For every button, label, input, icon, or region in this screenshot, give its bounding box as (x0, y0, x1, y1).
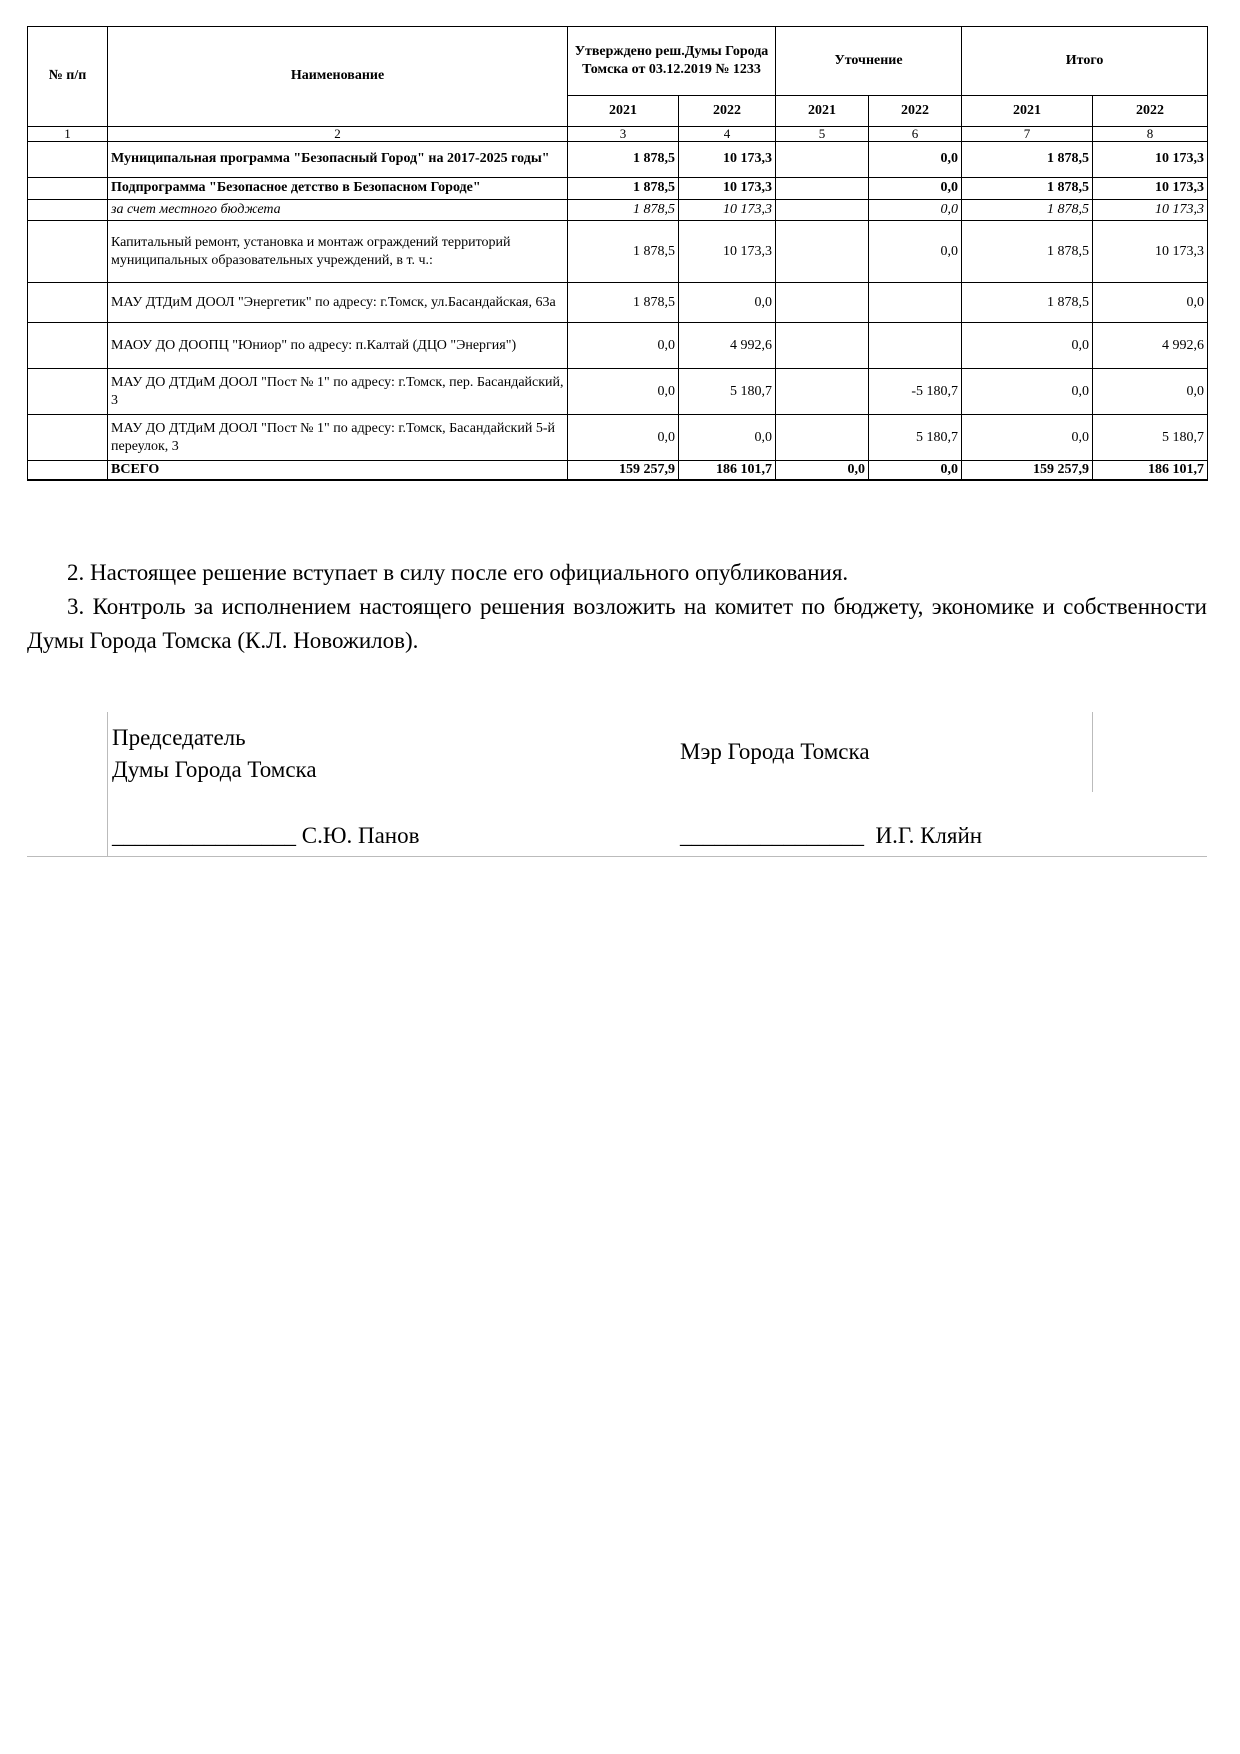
row-name-cell: МАОУ ДО ДООПЦ "Юниор" по адресу: п.Калтай (ДЦО "Энергия") (108, 323, 568, 369)
paragraph-3: 3. Контроль за исполнением настоящего решения возложить на комитет по бюджету, экономике и собственности Думы Города Томска (К.Л. Новожилов). (27, 594, 1207, 653)
row-name-cell: Подпрограмма "Безопасное детство в Безопасном Городе" (108, 178, 568, 200)
value-cell: 0,0 (869, 142, 962, 178)
value-cell: 0,0 (1093, 369, 1208, 415)
value-cell: 4 992,6 (679, 323, 776, 369)
table-row (28, 369, 1208, 415)
table-body (28, 142, 1208, 481)
mayor-signature-line: ________________ И.Г. Кляйн (680, 823, 983, 848)
budget-table (27, 26, 1208, 481)
value-cell: 5 180,7 (1093, 415, 1208, 461)
value-cell: 4 992,6 (1093, 323, 1208, 369)
value-cell: 1 878,5 (568, 221, 679, 283)
value-cell: 10 173,3 (679, 142, 776, 178)
value-cell (776, 142, 869, 178)
value-cell: 10 173,3 (679, 221, 776, 283)
header-approved: Утверждено реш.Думы Города Томска от 03.12.2019 № 1233 (568, 27, 776, 96)
table-row (28, 415, 1208, 461)
value-cell: 0,0 (869, 461, 962, 481)
value-cell: 10 173,3 (1093, 178, 1208, 200)
header-year: 2021 (962, 96, 1093, 127)
header-name: Наименование (108, 27, 568, 127)
row-number-cell (28, 283, 108, 323)
value-cell: 0,0 (962, 323, 1093, 369)
chair-title (112, 722, 317, 786)
table-header-row (28, 27, 1208, 96)
row-number-cell (28, 142, 108, 178)
value-cell: 0,0 (568, 369, 679, 415)
row-name-cell: МАУ ДО ДТДиМ ДООЛ "Пост № 1" по адресу: г.Томск, Басандайский 5-й переулок, 3 (108, 415, 568, 461)
value-cell (869, 323, 962, 369)
table-row (28, 178, 1208, 200)
row-number-cell (28, 369, 108, 415)
signature-divider (27, 856, 1207, 857)
value-cell (776, 369, 869, 415)
value-cell: 0,0 (869, 178, 962, 200)
table-column-numbers-row (28, 127, 1208, 142)
resolution-paragraphs (27, 556, 1207, 658)
column-number: 6 (869, 127, 962, 142)
value-cell: 0,0 (869, 221, 962, 283)
value-cell (776, 323, 869, 369)
header-year: 2021 (776, 96, 869, 127)
column-number: 4 (679, 127, 776, 142)
row-name-cell: МАУ ДТДиМ ДООЛ "Энергетик" по адресу: г.Томск, ул.Басандайская, 63а (108, 283, 568, 323)
column-number: 5 (776, 127, 869, 142)
header-year: 2022 (869, 96, 962, 127)
column-number: 2 (108, 127, 568, 142)
chair-signature-line: ________________ С.Ю. Панов (112, 823, 420, 848)
value-cell: 159 257,9 (568, 461, 679, 481)
chair-title-line: Думы Города Томска (112, 757, 317, 782)
header-year: 2022 (679, 96, 776, 127)
mayor-title: Мэр Города Томска (680, 739, 870, 764)
value-cell: -5 180,7 (869, 369, 962, 415)
value-cell: 10 173,3 (679, 178, 776, 200)
value-cell: 10 173,3 (1093, 200, 1208, 221)
row-number-cell (28, 221, 108, 283)
value-cell: 186 101,7 (679, 461, 776, 481)
header-num: № п/п (28, 27, 108, 127)
value-cell: 1 878,5 (568, 178, 679, 200)
value-cell: 1 878,5 (568, 200, 679, 221)
table-row (28, 142, 1208, 178)
row-number-cell (28, 461, 108, 481)
value-cell (776, 415, 869, 461)
value-cell: 5 180,7 (679, 369, 776, 415)
value-cell: 0,0 (962, 369, 1093, 415)
row-number-cell (28, 323, 108, 369)
value-cell (776, 200, 869, 221)
value-cell: 1 878,5 (568, 283, 679, 323)
value-cell: 0,0 (1093, 283, 1208, 323)
value-cell: 0,0 (568, 415, 679, 461)
table-row (28, 200, 1208, 221)
signature-divider (107, 712, 108, 857)
value-cell: 10 173,3 (1093, 221, 1208, 283)
value-cell: 1 878,5 (962, 142, 1093, 178)
row-name-cell: за счет местного бюджета (108, 200, 568, 221)
paragraph-2: 2. Настоящее решение вступает в силу после его официального опубликования. (67, 560, 849, 585)
value-cell: 0,0 (679, 415, 776, 461)
value-cell: 10 173,3 (679, 200, 776, 221)
row-name-cell: Капитальный ремонт, установка и монтаж ограждений территорий муниципальных образовательных учреждений, в т. ч.: (108, 221, 568, 283)
row-name-cell: МАУ ДО ДТДиМ ДООЛ "Пост № 1" по адресу: г.Томск, пер. Басандайский, 3 (108, 369, 568, 415)
value-cell: 5 180,7 (869, 415, 962, 461)
header-year: 2022 (1093, 96, 1208, 127)
table-row (28, 323, 1208, 369)
value-cell: 0,0 (776, 461, 869, 481)
total-row (28, 461, 1208, 481)
signature-block (27, 712, 1207, 857)
value-cell (776, 221, 869, 283)
column-number: 1 (28, 127, 108, 142)
column-number: 8 (1093, 127, 1208, 142)
value-cell: 1 878,5 (962, 283, 1093, 323)
value-cell: 1 878,5 (962, 178, 1093, 200)
value-cell: 1 878,5 (962, 221, 1093, 283)
value-cell: 10 173,3 (1093, 142, 1208, 178)
value-cell: 0,0 (679, 283, 776, 323)
row-number-cell (28, 178, 108, 200)
table-row (28, 283, 1208, 323)
column-number: 3 (568, 127, 679, 142)
value-cell: 1 878,5 (962, 200, 1093, 221)
signature-divider (1092, 712, 1093, 792)
row-name-cell: ВСЕГО (108, 461, 568, 481)
value-cell: 0,0 (962, 415, 1093, 461)
value-cell (869, 283, 962, 323)
header-total: Итого (962, 27, 1208, 96)
value-cell (776, 283, 869, 323)
row-number-cell (28, 200, 108, 221)
header-clarification: Уточнение (776, 27, 962, 96)
header-year: 2021 (568, 96, 679, 127)
row-name-cell: Муниципальная программа "Безопасный Город" на 2017-2025 годы" (108, 142, 568, 178)
row-number-cell (28, 415, 108, 461)
value-cell (776, 178, 869, 200)
value-cell: 0,0 (869, 200, 962, 221)
value-cell: 159 257,9 (962, 461, 1093, 481)
chair-title-line: Председатель (112, 725, 246, 750)
value-cell: 186 101,7 (1093, 461, 1208, 481)
value-cell: 1 878,5 (568, 142, 679, 178)
value-cell: 0,0 (568, 323, 679, 369)
table-row (28, 221, 1208, 283)
column-number: 7 (962, 127, 1093, 142)
